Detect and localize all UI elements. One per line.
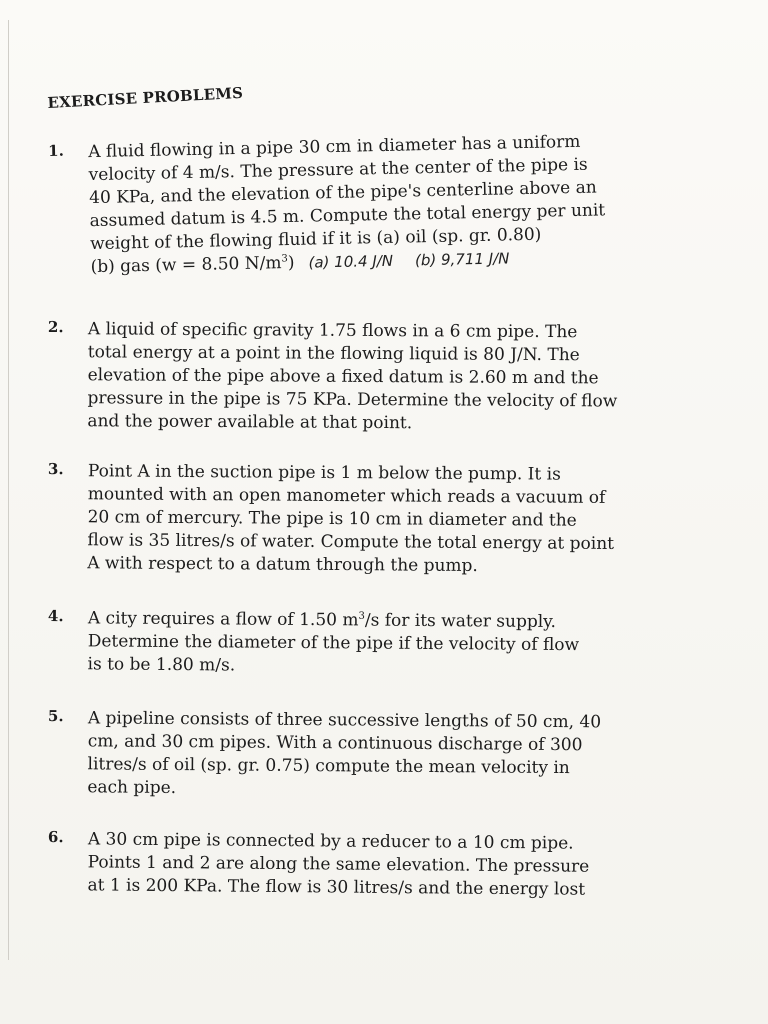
text-line: 40 KPa, and the elevation of the pipe's centerline above an	[88, 177, 597, 209]
handwritten-answer-a: (a) 10.4 J/N	[308, 251, 394, 272]
problem-text	[87, 707, 673, 804]
text-fragment: (b) gas (w = 8.50 N/m	[90, 253, 282, 278]
text-line: litres/s of oil (sp. gr. 0.75) compute the mean velocity in	[87, 754, 570, 779]
problem-text	[88, 129, 676, 279]
problem-4	[47, 607, 673, 676]
problem-1	[48, 129, 673, 278]
problem-number: 1.	[48, 141, 65, 160]
text-line: Points 1 and 2 are along the same elevation. The pressure	[87, 852, 590, 877]
problem-text	[87, 607, 673, 681]
page-edge-line	[8, 20, 9, 960]
problem-number: 5.	[47, 707, 64, 726]
problem-3	[47, 460, 673, 577]
problem-2	[47, 318, 673, 434]
text-line: pressure in the pipe is 75 KPa. Determine the velocity of flow	[87, 388, 618, 412]
text-fragment: )	[287, 252, 295, 274]
text-line: cm, and 30 cm pipes. With a continuous discharge of 300	[87, 731, 583, 756]
text-line: mounted with an open manometer which reads a vacuum of	[87, 484, 606, 508]
problem-number: 4.	[47, 607, 64, 626]
text-line: is to be 1.80 m/s.	[87, 654, 236, 676]
text-line: weight of the flowing fluid if it is (a) oil (sp. gr. 0.80)	[89, 224, 542, 255]
problem-text	[87, 460, 673, 579]
text-line: assumed datum is 4.5 m. Compute the total energy per unit	[89, 200, 606, 232]
text-line: at 1 is 200 KPa. The flow is 30 litres/s and the energy lost	[87, 875, 586, 900]
text-line: total energy at a point in the flowing liquid is 80 J/N. The	[87, 342, 580, 366]
superscript: 3	[281, 253, 288, 265]
problem-number: 6.	[47, 828, 64, 847]
text-line: A fluid flowing in a pipe 30 cm in diameter has a uniform	[88, 131, 581, 163]
text-line: Point A in the suction pipe is 1 m below the pump. It is	[87, 461, 561, 485]
text-line: A with respect to a datum through the pump.	[87, 553, 478, 577]
text-line: A liquid of specific gravity 1.75 flows in a 6 cm pipe. The	[87, 319, 578, 343]
text-line: velocity of 4 m/s. The pressure at the center of the pipe is	[88, 154, 588, 186]
text-line: each pipe.	[87, 777, 177, 799]
problem-number: 2.	[47, 318, 64, 337]
section-heading: EXERCISE PROBLEMS	[47, 83, 244, 112]
text-line: 20 cm of mercury. The pipe is 10 cm in diameter and the	[87, 507, 577, 531]
problem-number: 3.	[47, 460, 64, 479]
problem-6	[47, 828, 673, 900]
text-line: flow is 35 litres/s of water. Compute the total energy at point	[87, 530, 615, 554]
problem-text	[87, 318, 673, 437]
problem-5	[47, 707, 673, 799]
problem-text	[87, 828, 673, 902]
text-fragment: A city requires a flow of 1.50 m	[87, 608, 359, 631]
superscript: 3	[358, 610, 365, 622]
text-line: and the power available at that point.	[87, 411, 413, 434]
text-line: A 30 cm pipe is connected by a reducer to a 10 cm pipe.	[87, 829, 574, 854]
text-line: elevation of the pipe above a fixed datum is 2.60 m and the	[87, 365, 599, 389]
handwritten-answer-b: (b) 9,711 J/N	[414, 249, 510, 270]
text-line: A pipeline consists of three successive lengths of 50 cm, 40	[87, 708, 602, 733]
text-fragment: /s for its water supply.	[364, 610, 557, 632]
text-line: Determine the diameter of the pipe if the velocity of flow	[87, 631, 580, 656]
